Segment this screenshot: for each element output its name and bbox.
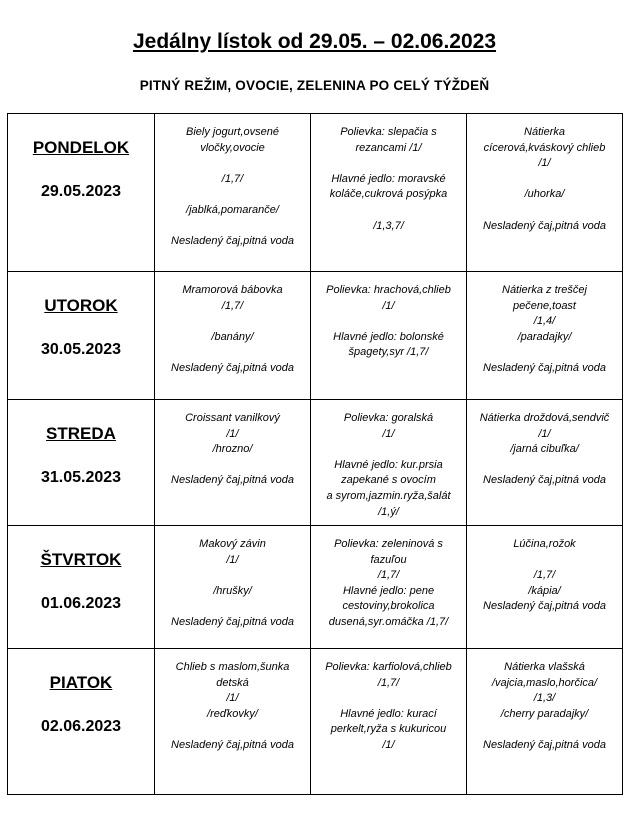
page-subtitle: PITNÝ REŽIM, OVOCIE, ZELENINA PO CELÝ TÝŽDEŇ [139,78,490,93]
breakfast-cell: Mramorová bábovka /1,7/ /banány/ Nesladený čaj,pitná voda [171,284,294,374]
day-cell [8,400,155,526]
page-title: Jedálny lístok od 29.05. – 02.06.2023 [132,30,497,53]
lunch-cell: Polievka: slepačia s rezancami /1/ Hlavné jedlo: moravské koláče,cukrová posýpka /1,3,7/ [329,126,448,232]
snack-cell: Nátierka droždová,sendvič /1/ /jarná cibuľka/ Nesladený čaj,pitná voda [479,412,610,487]
lunch-cell: Polievka: karfiolová,chlieb /1,7/ Hlavné jedlo: kurací perkelt,ryža s kukuricou /1/ [325,661,452,751]
breakfast-cell: Croissant vanilkový /1/ /hrozno/ Nesladený čaj,pitná voda [171,412,294,487]
day-row-friday [8,649,623,795]
day-date: 02.06.2023 [40,718,122,735]
day-name: ŠTVRTOK [40,550,122,569]
lunch-cell: Polievka: zeleninová s fazuľou /1,7/ Hlavné jedlo: pene cestoviny,brokolica dusená,syr.omáčka /1,7/ [328,538,449,628]
snack-cell: Lúčina,rožok /1,7/ /kápia/ Nesladený čaj,pitná voda [483,538,606,613]
day-row-wednesday [8,400,623,526]
snack-cell: Nátierka cícerová,kváskový chlieb /1/ /uhorka/ Nesladený čaj,pitná voda [483,126,606,232]
day-row-monday [8,114,623,272]
day-cell [8,114,155,272]
lunch-cell: Polievka: hrachová,chlieb /1/ Hlavné jedlo: bolonské špagety,syr /1,7/ [326,284,451,359]
breakfast-cell: Makový závin /1/ /hrušky/ Nesladený čaj,pitná voda [171,538,294,628]
day-cell [8,272,155,400]
breakfast-cell: Biely jogurt,ovsené vločky,ovocie /1,7/ /jablká,pomaranče/ Nesladený čaj,pitná voda [171,126,294,248]
day-name: PONDELOK [32,138,130,157]
day-row-thursday [8,526,623,649]
day-name: STREDA [46,424,116,443]
menu-table [7,113,623,795]
lunch-cell: Polievka: goralská /1/ Hlavné jedlo: kur.prsia zapekané s ovocím a syrom,jazmin.ryža,šalát /1,ý/ [326,412,451,518]
day-date: 30.05.2023 [40,341,122,358]
day-cell [8,526,155,649]
day-name: UTOROK [44,296,118,315]
day-cell [8,649,155,795]
snack-cell: Nátierka z treščej pečene,toast /1,4/ /paradajky/ Nesladený čaj,pitná voda [483,284,606,374]
day-name: PIATOK [49,673,113,692]
day-row-tuesday [8,272,623,400]
snack-cell: Nátierka vlašská /vajcia,maslo,horčica/ /1,3/ /cherry paradajky/ Nesladený čaj,pitná voda [483,661,606,751]
day-date: 29.05.2023 [40,183,122,200]
day-date: 01.06.2023 [40,595,122,612]
day-date: 31.05.2023 [40,469,122,486]
breakfast-cell: Chlieb s maslom,šunka detská /1/ /reďkovky/ Nesladený čaj,pitná voda [171,661,294,751]
